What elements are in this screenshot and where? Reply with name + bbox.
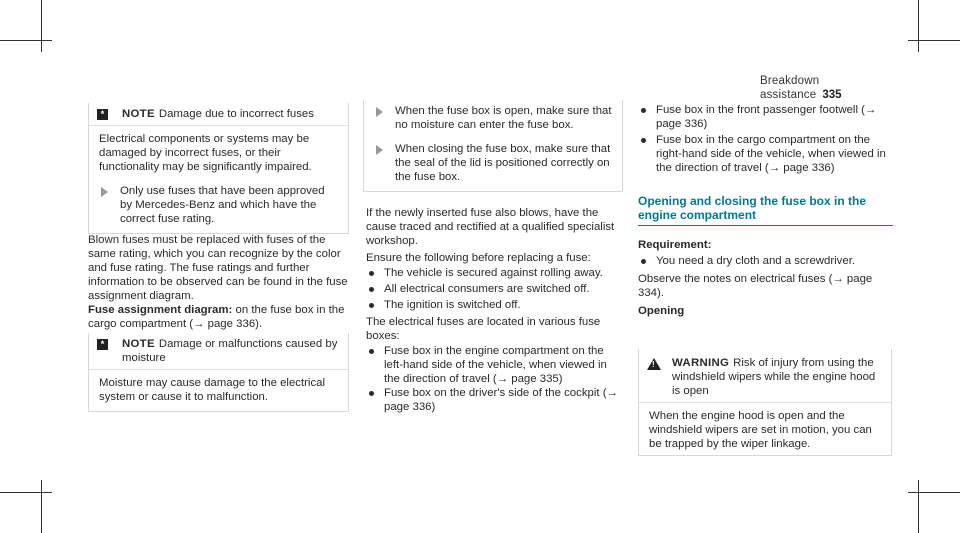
- note-header: [89, 103, 348, 126]
- paragraph: Ensure the following before replacing a fuse:: [366, 252, 591, 264]
- bullet-text: All electrical consumers are switched off.: [384, 283, 590, 295]
- crop-mark: [0, 492, 52, 493]
- bullet-item: [366, 282, 624, 296]
- paragraph: If the newly inserted fuse also blows, have the cause traced and rectified at a qualified specialist workshop.: [366, 207, 615, 247]
- action-step: [374, 104, 612, 132]
- step-text: When the fuse box is open, make sure that no moisture can enter the fuse box.: [395, 105, 612, 131]
- bullet-text: You need a dry cloth and a screwdriver.: [656, 255, 856, 267]
- warning-header: [639, 349, 891, 403]
- asterisk-icon: *: [97, 339, 108, 350]
- bullet-item: [638, 133, 893, 175]
- note-title: Damage or malfunctions caused by moisture: [122, 338, 338, 364]
- bullet-icon: [641, 108, 646, 113]
- section-divider: [638, 225, 893, 226]
- note-body: [89, 370, 348, 411]
- crop-mark: [41, 480, 42, 533]
- paragraph-rest: on the fuse box in the cargo compartment (→ page 336).: [88, 304, 345, 330]
- asterisk-icon: *: [97, 109, 108, 120]
- paragraph: Blown fuses must be replaced with fuses of the same rating, which you can recognize by the color and fuse rating. The fuse ratings and further information to be observed can be found in the fuse assignment diagram.: [88, 234, 348, 302]
- note-title: Damage due to incorrect fuses: [158, 108, 314, 120]
- bullet-text: Fuse box on the driver's side of the cockpit (→ page 336): [384, 387, 618, 413]
- note-body: [89, 126, 348, 233]
- action-step: [99, 184, 338, 226]
- crop-mark: [0, 40, 52, 41]
- crop-mark: [908, 40, 960, 41]
- note-text: Moisture may cause damage to the electrical system or cause it to malfunction.: [99, 377, 326, 403]
- bullet-item: [366, 344, 624, 386]
- crop-mark: [41, 0, 42, 52]
- requirement-label: Requirement:: [638, 239, 712, 251]
- bullet-text: Fuse box in the engine compartment on the left-hand side of the vehicle, when viewed in the direction of travel (→ page 335): [384, 345, 607, 385]
- subheading-opening: Opening: [638, 305, 685, 317]
- page-header: [760, 74, 880, 102]
- warning-icon: !: [647, 358, 661, 370]
- step-arrow-icon: [376, 107, 383, 117]
- step-arrow-icon: [376, 145, 383, 155]
- section-heading: [638, 194, 893, 226]
- page-number: 335: [822, 89, 842, 101]
- step-text: Only use fuses that have been approved by Mercedes-Benz and which have the correct fuse rating.: [120, 185, 325, 225]
- note-box: [88, 333, 349, 412]
- step-box: [363, 100, 623, 192]
- column-3-text: [638, 103, 893, 318]
- paragraph: [88, 303, 350, 331]
- bullet-icon: [641, 138, 646, 143]
- bullet-text: The vehicle is secured against rolling away.: [384, 267, 603, 279]
- bullet-icon: [369, 287, 374, 292]
- crop-mark: [908, 492, 960, 493]
- bullet-icon: [369, 303, 374, 308]
- step-text: When closing the fuse box, make sure that the seal of the lid is positioned correctly on the fuse box.: [395, 143, 611, 183]
- bullet-item: [366, 386, 624, 414]
- header-title: Breakdown assistance: [760, 75, 820, 101]
- crop-mark: [918, 0, 919, 52]
- bullet-text: Fuse box in the front passenger footwell (→ page 336): [656, 104, 877, 130]
- bullet-icon: [369, 271, 374, 276]
- section-title: Opening and closing the fuse box in the engine compartment: [638, 194, 867, 222]
- bullet-text: Fuse box in the cargo compartment on the right-hand side of the vehicle, when viewed in the direction of travel (→ page 336): [656, 134, 886, 174]
- bullet-icon: [369, 349, 374, 354]
- bullet-text: The ignition is switched off.: [384, 299, 521, 311]
- bullet-icon: [369, 391, 374, 396]
- bullet-item: [638, 103, 893, 131]
- note-box: [88, 103, 349, 234]
- step-arrow-icon: [101, 187, 108, 197]
- paragraph: Observe the notes on electrical fuses (→ page 334).: [638, 273, 873, 299]
- warning-label: WARNING: [672, 357, 730, 369]
- column-2-text: [366, 206, 624, 414]
- bullet-icon: [641, 259, 646, 264]
- paragraph-bold-lead: Fuse assignment diagram:: [88, 304, 233, 316]
- warning-body: [639, 403, 891, 455]
- paragraph: The electrical fuses are located in various fuse boxes:: [366, 316, 601, 342]
- note-header: [89, 333, 348, 370]
- action-step: [374, 142, 612, 184]
- bullet-item: [366, 298, 624, 312]
- note-text: Electrical components or systems may be damaged by incorrect fuses, or their functionality may be significantly impaired.: [99, 133, 312, 173]
- bullet-item: [366, 266, 624, 280]
- column-1-text: [88, 233, 350, 331]
- warning-title: Risk of injury from using the windshield wipers while the engine hood is open: [672, 357, 876, 397]
- note-label: NOTE: [122, 338, 155, 350]
- bullet-item: [638, 254, 893, 268]
- step-box-body: [364, 100, 622, 191]
- warning-box: [638, 349, 892, 456]
- note-label: NOTE: [122, 108, 155, 120]
- crop-mark: [918, 480, 919, 533]
- warning-text: When the engine hood is open and the windshield wipers are set in motion, you can be trapped by the wiper linkage.: [649, 410, 872, 450]
